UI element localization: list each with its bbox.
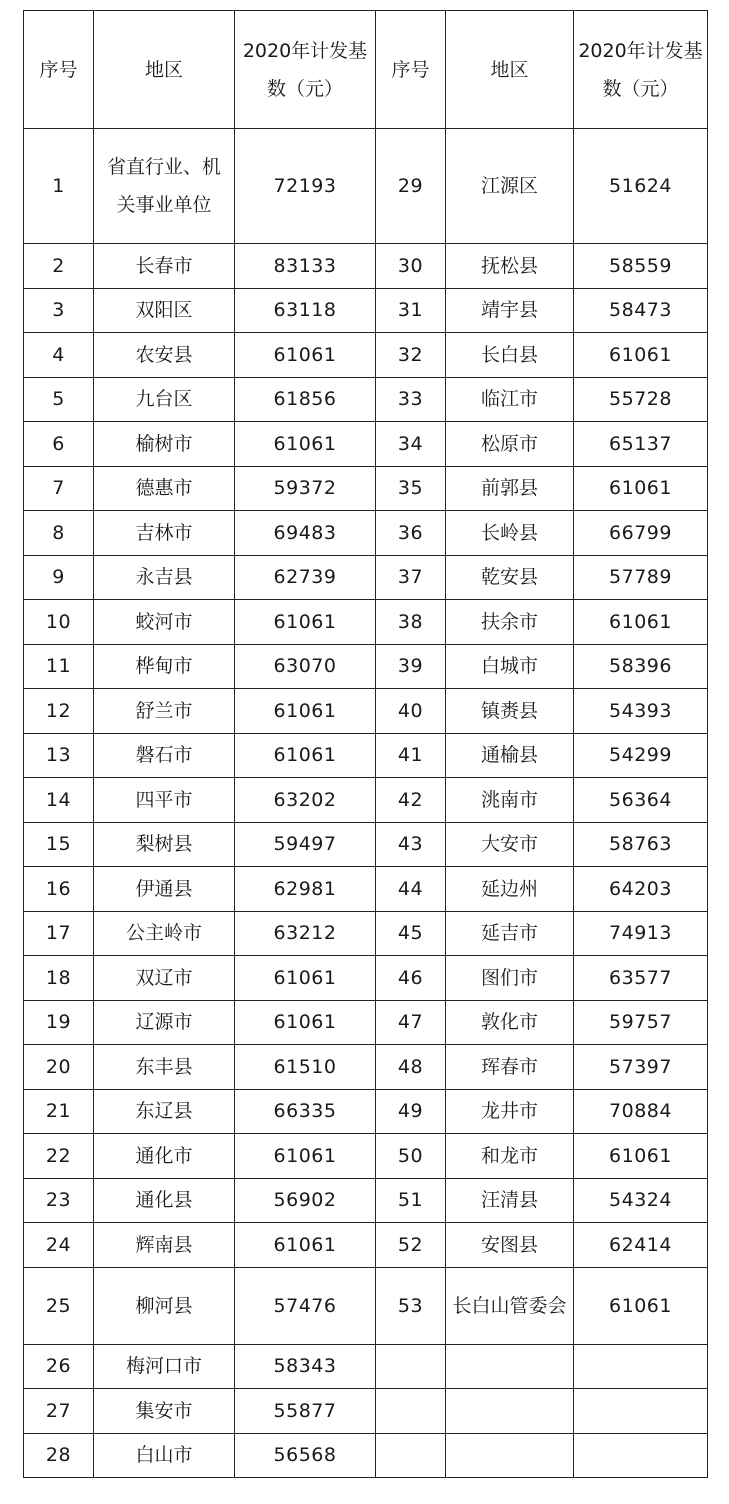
left-region-cell: 榆树市: [94, 422, 235, 467]
table-row: [24, 956, 708, 1001]
right-seq-cell: 39: [376, 644, 446, 689]
right-base-cell: [574, 1433, 708, 1478]
right-seq-cell: 29: [376, 129, 446, 244]
left-seq-cell: 16: [24, 867, 94, 912]
right-base-cell: 59757: [574, 1000, 708, 1045]
left-base-cell: 66335: [235, 1089, 376, 1134]
left-region-cell: 吉林市: [94, 511, 235, 556]
table-row: [24, 377, 708, 422]
left-base-cell: 61061: [235, 1000, 376, 1045]
left-region-cell: 集安市: [94, 1389, 235, 1434]
right-seq-cell: 49: [376, 1089, 446, 1134]
left-seq-cell: 8: [24, 511, 94, 556]
right-region-cell: 洮南市: [446, 778, 574, 823]
right-base-cell: 58396: [574, 644, 708, 689]
right-base-cell: 58763: [574, 822, 708, 867]
right-base-cell: 61061: [574, 466, 708, 511]
right-seq-cell: [376, 1344, 446, 1389]
left-region-cell: 长春市: [94, 244, 235, 289]
right-base-cell: 74913: [574, 911, 708, 956]
table-row: [24, 555, 708, 600]
right-region-cell: 图们市: [446, 956, 574, 1001]
left-seq-cell: 7: [24, 466, 94, 511]
right-seq-cell: 31: [376, 288, 446, 333]
left-seq-cell: 25: [24, 1267, 94, 1344]
left-base-cell: 61510: [235, 1045, 376, 1090]
left-seq-cell: 10: [24, 600, 94, 645]
table-row: [24, 511, 708, 556]
left-region-cell: 磐石市: [94, 733, 235, 778]
table-row: [24, 1134, 708, 1179]
table-row: [24, 1045, 708, 1090]
left-seq-cell: 14: [24, 778, 94, 823]
left-region-cell: 公主岭市: [94, 911, 235, 956]
right-region-cell: 长白县: [446, 333, 574, 378]
left-seq-cell: 17: [24, 911, 94, 956]
left-base-cell: 56568: [235, 1433, 376, 1478]
left-region-cell: 通化市: [94, 1134, 235, 1179]
pension-base-table: [23, 10, 708, 1478]
right-region-cell: 前郭县: [446, 466, 574, 511]
right-base-cell: 54324: [574, 1178, 708, 1223]
left-region-cell: 桦甸市: [94, 644, 235, 689]
table-row: [24, 733, 708, 778]
right-region-cell: 敦化市: [446, 1000, 574, 1045]
header-seq-left: 序号: [24, 11, 94, 129]
left-seq-cell: 26: [24, 1344, 94, 1389]
right-seq-cell: 53: [376, 1267, 446, 1344]
table-row: [24, 1389, 708, 1434]
right-base-cell: 57397: [574, 1045, 708, 1090]
table-row: [24, 644, 708, 689]
right-seq-cell: 43: [376, 822, 446, 867]
left-base-cell: 72193: [235, 129, 376, 244]
right-base-cell: 61061: [574, 333, 708, 378]
left-seq-cell: 28: [24, 1433, 94, 1478]
left-seq-cell: 5: [24, 377, 94, 422]
right-base-cell: 57789: [574, 555, 708, 600]
table-row: [24, 600, 708, 645]
left-base-cell: 61061: [235, 956, 376, 1001]
table-row: [24, 1433, 708, 1478]
left-region-cell: 九台区: [94, 377, 235, 422]
table-row: [24, 1344, 708, 1389]
right-seq-cell: 38: [376, 600, 446, 645]
right-seq-cell: 34: [376, 422, 446, 467]
right-seq-cell: 40: [376, 689, 446, 734]
left-seq-cell: 13: [24, 733, 94, 778]
right-seq-cell: 52: [376, 1223, 446, 1268]
left-seq-cell: 3: [24, 288, 94, 333]
left-seq-cell: 20: [24, 1045, 94, 1090]
right-base-cell: [574, 1344, 708, 1389]
left-region-cell: 永吉县: [94, 555, 235, 600]
right-base-cell: 65137: [574, 422, 708, 467]
right-region-cell: 长白山管委会: [446, 1267, 574, 1344]
left-region-cell: 梅河口市: [94, 1344, 235, 1389]
right-base-cell: 62414: [574, 1223, 708, 1268]
left-region-cell: 德惠市: [94, 466, 235, 511]
left-base-cell: 69483: [235, 511, 376, 556]
left-region-cell: 省直行业、机关事业单位: [94, 129, 235, 244]
table-row: [24, 129, 708, 244]
right-base-cell: 61061: [574, 1267, 708, 1344]
left-base-cell: 61061: [235, 733, 376, 778]
left-region-cell: 东丰县: [94, 1045, 235, 1090]
left-seq-cell: 9: [24, 555, 94, 600]
right-seq-cell: 35: [376, 466, 446, 511]
right-base-cell: 54393: [574, 689, 708, 734]
table-row: [24, 288, 708, 333]
left-seq-cell: 23: [24, 1178, 94, 1223]
right-base-cell: 56364: [574, 778, 708, 823]
left-base-cell: 63202: [235, 778, 376, 823]
right-region-cell: 大安市: [446, 822, 574, 867]
left-base-cell: 63070: [235, 644, 376, 689]
right-seq-cell: [376, 1433, 446, 1478]
right-region-cell: 抚松县: [446, 244, 574, 289]
left-seq-cell: 2: [24, 244, 94, 289]
right-base-cell: 70884: [574, 1089, 708, 1134]
right-base-cell: 64203: [574, 867, 708, 912]
right-region-cell: 松原市: [446, 422, 574, 467]
left-base-cell: 56902: [235, 1178, 376, 1223]
right-base-cell: [574, 1389, 708, 1434]
right-base-cell: 51624: [574, 129, 708, 244]
right-seq-cell: 45: [376, 911, 446, 956]
right-seq-cell: 48: [376, 1045, 446, 1090]
left-base-cell: 59372: [235, 466, 376, 511]
left-region-cell: 柳河县: [94, 1267, 235, 1344]
right-base-cell: 55728: [574, 377, 708, 422]
table-row: [24, 1267, 708, 1344]
header-row: [24, 11, 708, 129]
right-region-cell: 安图县: [446, 1223, 574, 1268]
table-row: [24, 422, 708, 467]
table-row: [24, 689, 708, 734]
table-row: [24, 822, 708, 867]
left-region-cell: 农安县: [94, 333, 235, 378]
left-base-cell: 57476: [235, 1267, 376, 1344]
right-seq-cell: 37: [376, 555, 446, 600]
right-region-cell: 乾安县: [446, 555, 574, 600]
left-seq-cell: 21: [24, 1089, 94, 1134]
header-seq-right: 序号: [376, 11, 446, 129]
left-seq-cell: 24: [24, 1223, 94, 1268]
right-seq-cell: 51: [376, 1178, 446, 1223]
right-region-cell: 龙井市: [446, 1089, 574, 1134]
right-region-cell: 靖宇县: [446, 288, 574, 333]
left-region-cell: 梨树县: [94, 822, 235, 867]
left-seq-cell: 12: [24, 689, 94, 734]
left-region-cell: 舒兰市: [94, 689, 235, 734]
left-base-cell: 61856: [235, 377, 376, 422]
table-row: [24, 1000, 708, 1045]
right-region-cell: 延吉市: [446, 911, 574, 956]
left-base-cell: 83133: [235, 244, 376, 289]
table-row: [24, 1178, 708, 1223]
right-region-cell: 长岭县: [446, 511, 574, 556]
left-base-cell: 61061: [235, 1223, 376, 1268]
left-base-cell: 58343: [235, 1344, 376, 1389]
right-seq-cell: 42: [376, 778, 446, 823]
left-base-cell: 61061: [235, 689, 376, 734]
right-region-cell: 和龙市: [446, 1134, 574, 1179]
right-seq-cell: 41: [376, 733, 446, 778]
right-seq-cell: 32: [376, 333, 446, 378]
right-region-cell: 白城市: [446, 644, 574, 689]
right-base-cell: 58473: [574, 288, 708, 333]
right-seq-cell: 33: [376, 377, 446, 422]
right-region-cell: 镇赉县: [446, 689, 574, 734]
left-base-cell: 61061: [235, 1134, 376, 1179]
left-base-cell: 62739: [235, 555, 376, 600]
header-region-right: 地区: [446, 11, 574, 129]
right-seq-cell: 30: [376, 244, 446, 289]
left-region-cell: 四平市: [94, 778, 235, 823]
left-region-cell: 蛟河市: [94, 600, 235, 645]
left-region-cell: 通化县: [94, 1178, 235, 1223]
right-region-cell: 珲春市: [446, 1045, 574, 1090]
right-region-cell: [446, 1344, 574, 1389]
left-region-cell: 东辽县: [94, 1089, 235, 1134]
table-row: [24, 867, 708, 912]
left-seq-cell: 15: [24, 822, 94, 867]
left-region-cell: 辽源市: [94, 1000, 235, 1045]
table-body: [24, 11, 708, 1478]
left-region-cell: 辉南县: [94, 1223, 235, 1268]
right-base-cell: 63577: [574, 956, 708, 1001]
left-region-cell: 白山市: [94, 1433, 235, 1478]
right-region-cell: 扶余市: [446, 600, 574, 645]
left-base-cell: 61061: [235, 333, 376, 378]
left-seq-cell: 6: [24, 422, 94, 467]
table-row: [24, 778, 708, 823]
right-seq-cell: [376, 1389, 446, 1434]
right-seq-cell: 47: [376, 1000, 446, 1045]
right-base-cell: 61061: [574, 600, 708, 645]
right-seq-cell: 36: [376, 511, 446, 556]
right-seq-cell: 46: [376, 956, 446, 1001]
table-row: [24, 911, 708, 956]
right-base-cell: 66799: [574, 511, 708, 556]
left-base-cell: 61061: [235, 422, 376, 467]
table-row: [24, 1223, 708, 1268]
right-region-cell: [446, 1389, 574, 1434]
table-row: [24, 466, 708, 511]
left-base-cell: 63212: [235, 911, 376, 956]
left-seq-cell: 18: [24, 956, 94, 1001]
left-base-cell: 59497: [235, 822, 376, 867]
left-seq-cell: 27: [24, 1389, 94, 1434]
left-region-cell: 伊通县: [94, 867, 235, 912]
left-seq-cell: 1: [24, 129, 94, 244]
left-region-cell: 双辽市: [94, 956, 235, 1001]
right-seq-cell: 50: [376, 1134, 446, 1179]
header-base-left: 2020年计发基数（元）: [235, 11, 376, 129]
right-seq-cell: 44: [376, 867, 446, 912]
header-region-left: 地区: [94, 11, 235, 129]
right-region-cell: 通榆县: [446, 733, 574, 778]
table-row: [24, 244, 708, 289]
right-base-cell: 58559: [574, 244, 708, 289]
left-base-cell: 63118: [235, 288, 376, 333]
right-region-cell: 延边州: [446, 867, 574, 912]
left-base-cell: 62981: [235, 867, 376, 912]
left-base-cell: 61061: [235, 600, 376, 645]
right-base-cell: 61061: [574, 1134, 708, 1179]
right-base-cell: 54299: [574, 733, 708, 778]
right-region-cell: 江源区: [446, 129, 574, 244]
header-base-right: 2020年计发基数（元）: [574, 11, 708, 129]
left-region-cell: 双阳区: [94, 288, 235, 333]
table-row: [24, 1089, 708, 1134]
left-seq-cell: 19: [24, 1000, 94, 1045]
right-region-cell: 临江市: [446, 377, 574, 422]
left-seq-cell: 4: [24, 333, 94, 378]
left-seq-cell: 22: [24, 1134, 94, 1179]
left-base-cell: 55877: [235, 1389, 376, 1434]
table-row: [24, 333, 708, 378]
right-region-cell: 汪清县: [446, 1178, 574, 1223]
right-region-cell: [446, 1433, 574, 1478]
left-seq-cell: 11: [24, 644, 94, 689]
